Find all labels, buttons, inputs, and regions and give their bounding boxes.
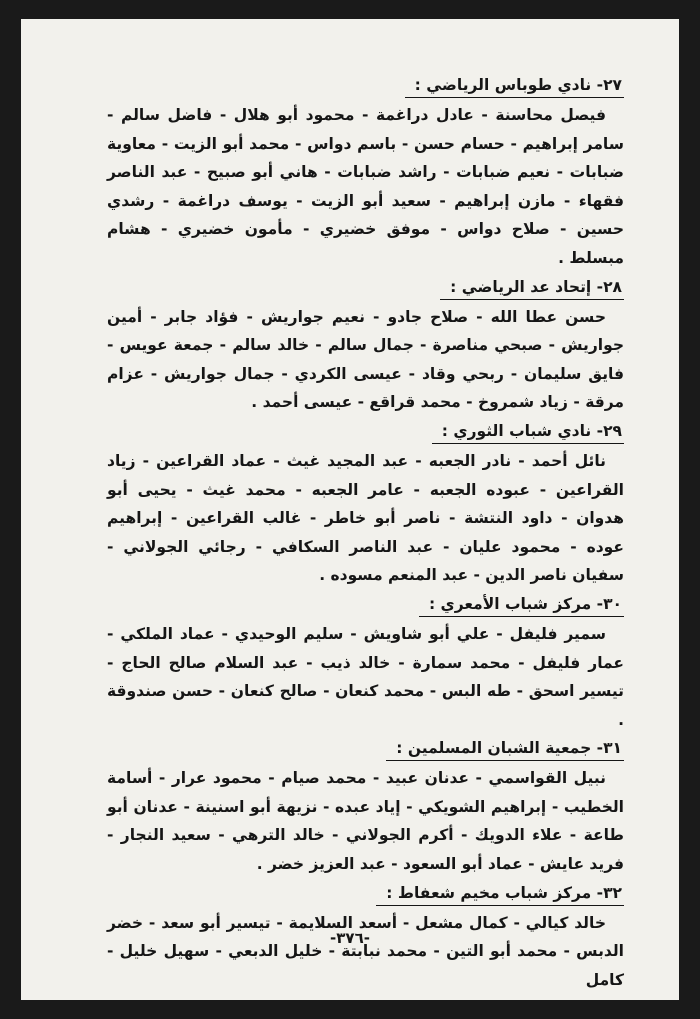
section-names: سمير فليفل - علي أبو شاويش - سليم الوحيدي - عماد الملكي - عمار فليفل - محمد سمارة - خالد ذيب - عبد السلام صالح الحاج - تيسير اسحق - طه البس - محمد كنعان - صالح كنعان - حسن صندوقة . [107,624,624,729]
page-number: -٣٧٦- [330,929,370,947]
section-30 [107,593,624,734]
document-page [21,19,679,1000]
section-29 [107,420,624,590]
section-names: فيصل محاسنة - عادل دراغمة - محمود أبو هلال - فاضل سالم - سامر إبراهيم - حسام حسن - باسم دواس - محمد أبو الزيت - معاوية ضبابات - نعيم ضبابات - راشد ضبابات - هاني أبو صبيح - عبد الناصر فقهاء - مازن إبراهيم - سعيد أبو الزيت - يوسف دراغمة - رشدي حسين - صلاح دواس - موفق خضيري - مأمون خضيري - هشام مبسلط . [107,106,624,267]
section-heading: ٢٧- نادي طوباس الرياضي : [405,74,624,98]
section-names: نائل أحمد - نادر الجعبه - عبد المجيد غيث - عماد القراعين - زياد القراعين - عبوده الجعبه - عامر الجعبه - محمد غيث - يحيى أبو هدوان - داود النتشة - ناصر أبو خاطر - غالب القراعين - إبراهيم عوده - محمود عليان - عبد الناصر السكافي - رجائي الجولاني - سفيان ناصر الدين - عبد المنعم مسوده . [107,451,624,585]
section-names: نبيل القواسمي - عدنان عبيد - محمد صيام - محمود عرار - أسامة الخطيب - إبراهيم الشويكي - إياد عبده - نزيهة أبو اسنينة - عدنان أبو طاعة - علاء الدويك - أكرم الجولاني - خالد الترهي - سعيد النجار - فريد عايش - عماد أبو السعود - عبد العزيز خضر . [107,769,624,874]
section-names: حسن عطا الله - صلاح جادو - نعيم جواريش - فؤاد جابر - أمين جواريش - صبحي مناصرة - جمال سالم - خالد سالم - جمعة عويس - فايق سليمان - ربحي وقاد - عيسى الكردي - جمال جواريش - عزام مرقة - زياد شمروخ - محمد قراقع - عيسى أحمد . [107,307,624,412]
section-heading: ٢٨- إتحاد عد الرياضي : [440,276,624,300]
section-heading: ٣١- جمعية الشبان المسلمين : [386,737,624,761]
section-heading: ٣٠- مركز شباب الأمعري : [419,593,624,617]
page-content [107,74,624,997]
section-28 [107,276,624,417]
section-heading: ٣٢- مركز شباب مخيم شعفاط : [376,882,624,906]
section-heading: ٢٩- نادي شباب الثوري : [432,420,624,444]
section-names: خالد كيالي - كمال مشعل - أسعد السلايمة - تيسير أبو سعد - خضر الدبس - محمد أبو التين - محمد نبابتة - خليل الدبعي - سهيل خليل - كامل [107,913,624,989]
section-31 [107,737,624,878]
section-27 [107,74,624,273]
